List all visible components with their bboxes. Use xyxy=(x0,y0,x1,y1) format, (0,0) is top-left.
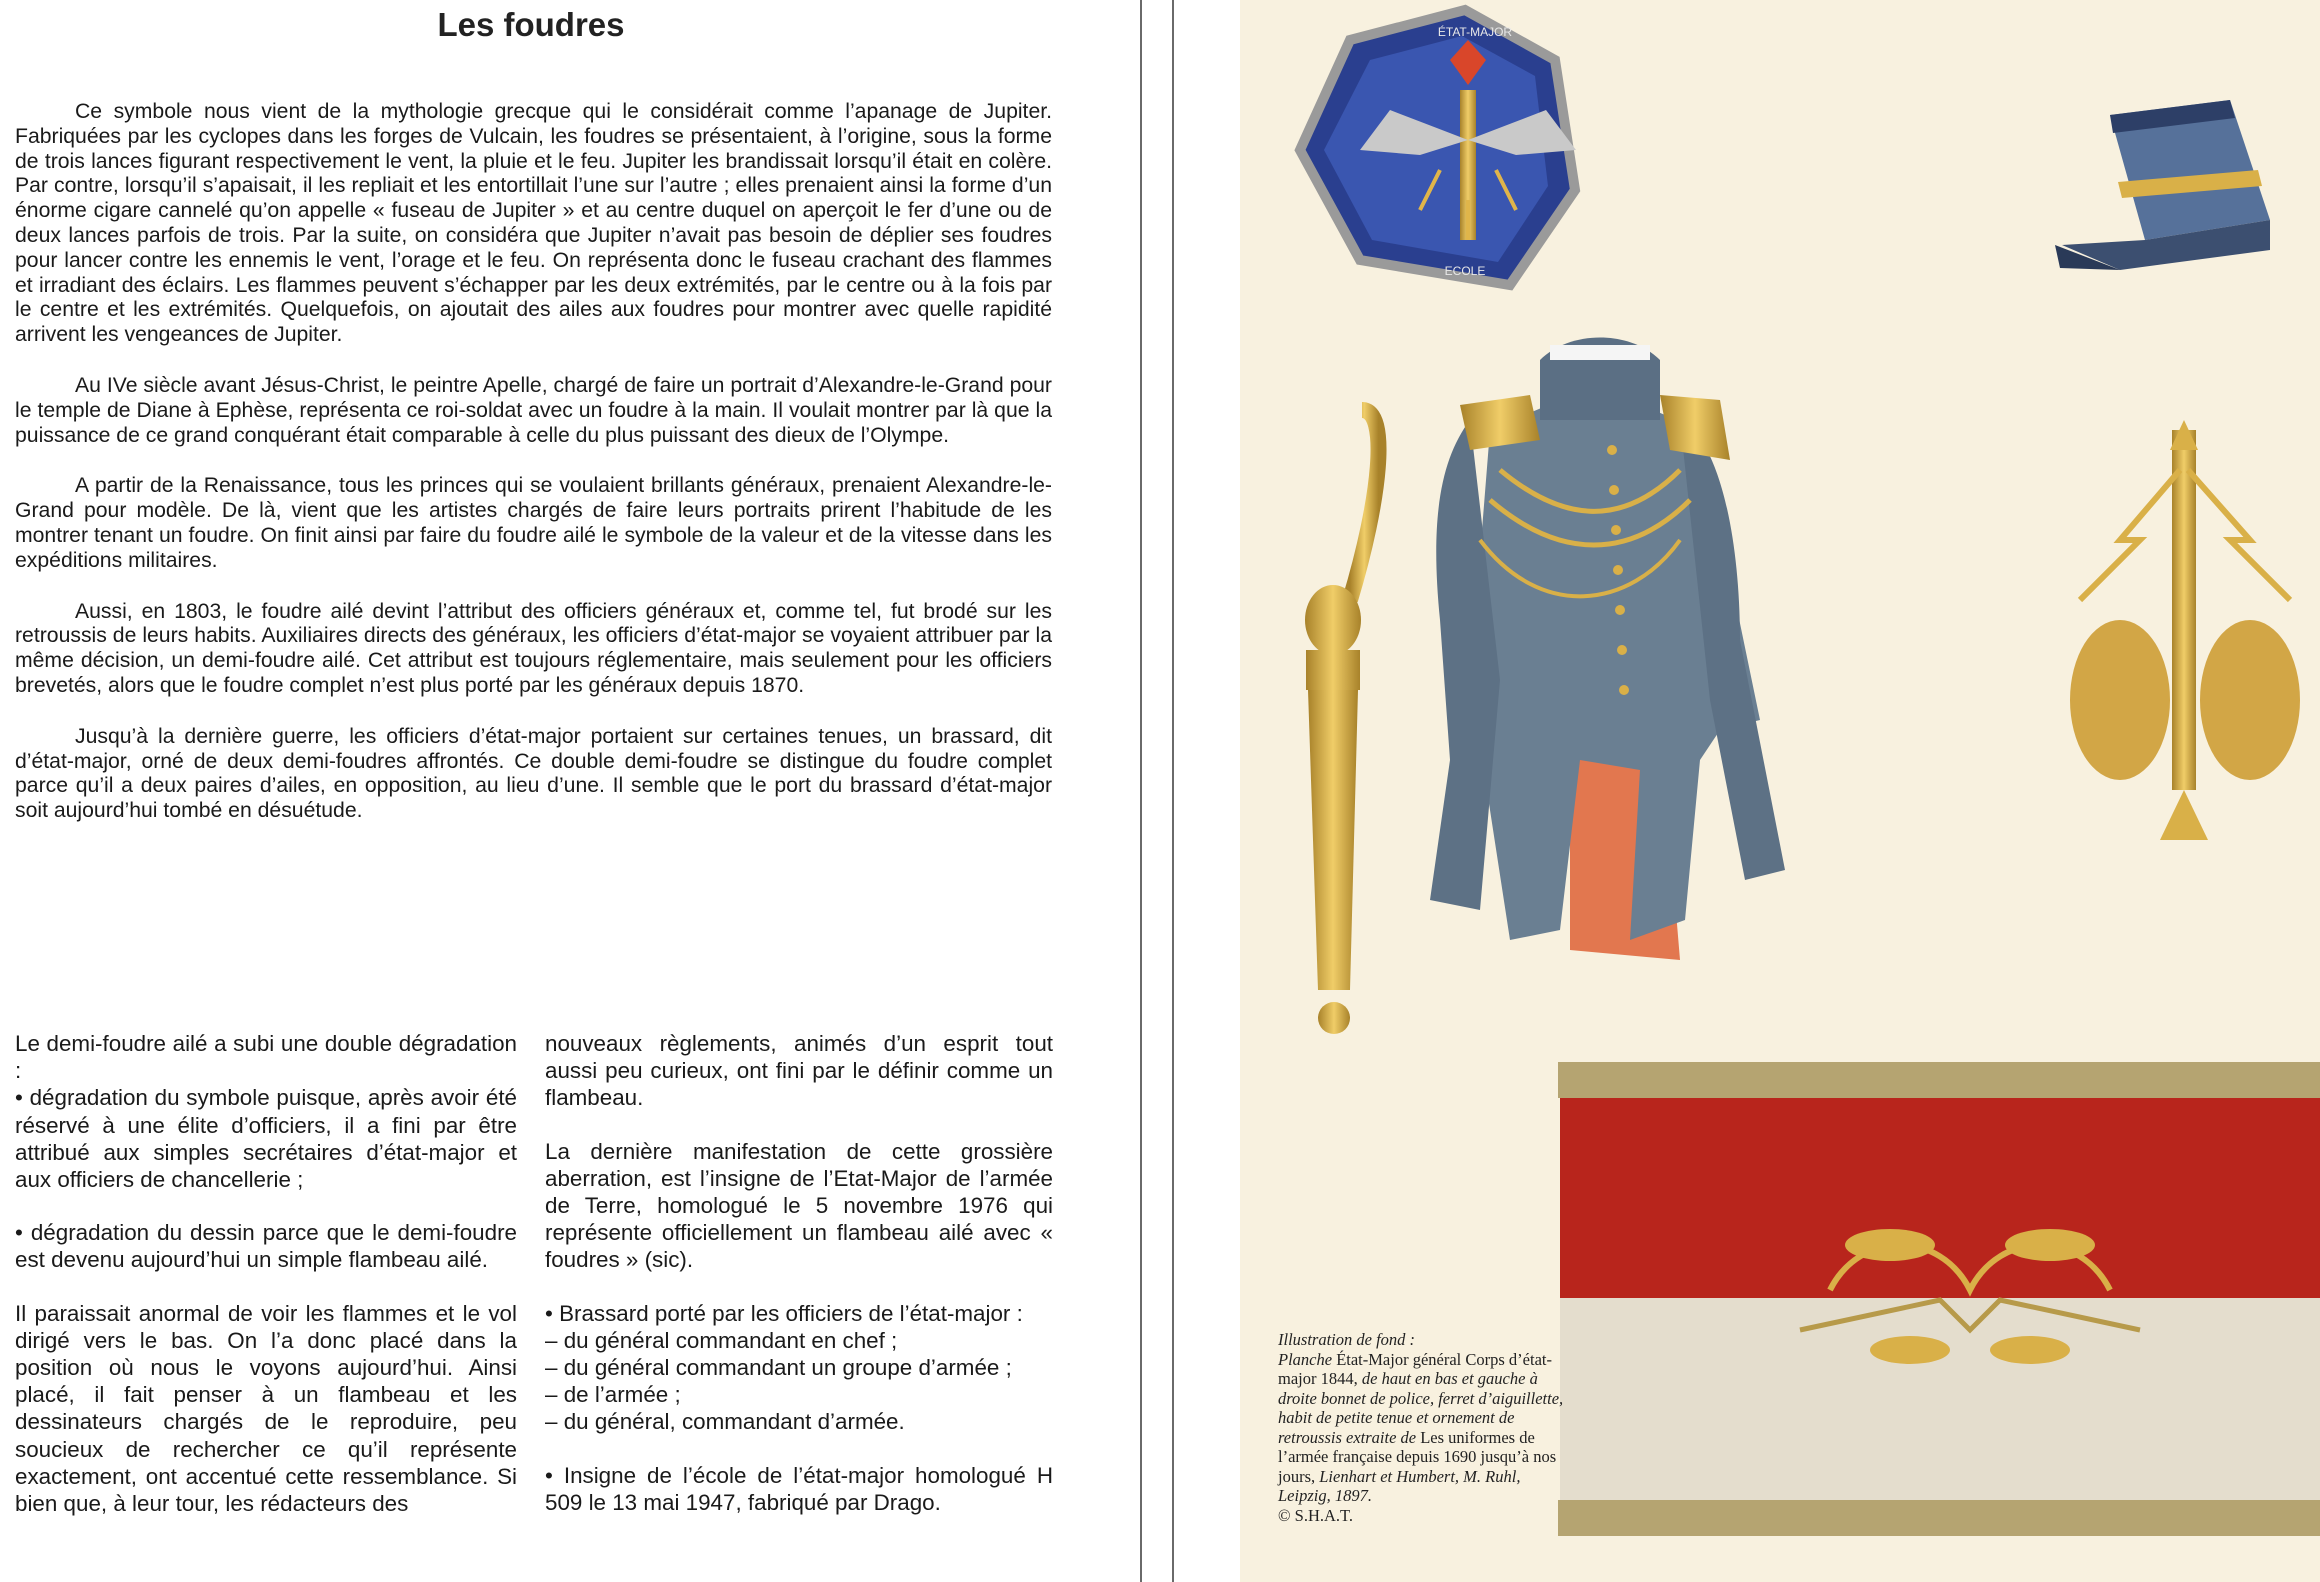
bullet-item xyxy=(15,1084,517,1193)
dash-list xyxy=(545,1327,1053,1436)
badge-text: ÉTAT-MAJOR xyxy=(1437,25,1513,39)
right-page-illustration xyxy=(1240,0,2320,1582)
credit-text: de haut en bas et gauche à droite bonnet de police, ferret d’aiguillette, habit de petite tenue et ornement de retroussis extraite de xyxy=(1278,1369,1564,1447)
paragraph: Ce symbole nous vient de la mythologie grecque qui le considérait comme l’apanage de Jupiter. Fabriquées par les cyclopes dans les forges de Vulcain, les foudres se présentaient, à l’origine, sous la forme de trois lances figurant respectivement le vent, la pluie et le feu. Jupiter les brandissait lorsqu’il était en colère. Par contre, lorsqu’il s’apaisait, il les repliait et les entortillait l’une sur l’autre ; elles prenaient ainsi la forme d’un énorme cigare cannelé qu’on appelle « fuseau de Jupiter » et au centre duquel on aperçoit le fer d’une ou de deux lances parfois de trois. Par la suite, on considéra que Jupiter n’avait pas besoin de déplier ses foudres pour lancer contre les ennemis le vent, l’orage et le feu. On représenta donc le fuseau crachant des flammes et irradiant des éclairs. Les flammes peuvent s’échapper par les deux extrémités, par le centre ou à la fois par le centre et les extrémités. Quelquefois, on ajoutait des ailes aux foudres pour montrer avec quelle rapidité arrivent les vengeances de Jupiter. xyxy=(15,100,1052,347)
paragraph: Au IVe siècle avant Jésus-Christ, le peintre Apelle, chargé de faire un portrait d’Alexandre-le-Grand pour le temple de Diane à Ephèse, représenta ce roi-soldat avec un foudre à la main. Il voulait montrer par là que la puissance de ce grand conquérant était comparable à celle du plus puissant des dieux de l’Olympe. xyxy=(15,373,1052,447)
credit-body xyxy=(1278,1350,1568,1506)
aiguillette-ferret-icon xyxy=(1305,410,1379,1034)
list-item: – du général commandant en chef ; xyxy=(545,1327,1053,1354)
credit-text: Planche xyxy=(1278,1349,1333,1369)
brassard-armband-icon xyxy=(1558,1062,2320,1536)
left-page xyxy=(0,0,1072,1582)
paragraph: nouveaux règlements, animés d’un esprit tout aussi peu curieux, ont fini par le définir comme un flambeau. xyxy=(545,1031,1053,1111)
list-item: – du général, commandant d’armée. xyxy=(545,1408,1053,1435)
page-border-line xyxy=(1140,0,1142,1582)
paragraph: Aussi, en 1803, le foudre ailé devint l’attribut des officiers généraux et, comme tel, fut brodé sur les retroussis de leurs habits. Auxiliaires directs des généraux, les officiers d’état-major se voyaient attribuer par la même décision, un demi-foudre ailé. Cet attribut est toujours réglementaire, mais seulement pour les officiers brevetés, alors que le foudre complet n’est plus porté par les généraux depuis 1870. xyxy=(15,599,1052,697)
column-left xyxy=(15,1030,517,1543)
bullet-item xyxy=(15,1219,517,1273)
bullet-item xyxy=(545,1462,1053,1516)
column-right xyxy=(545,1030,1053,1542)
bullet-text: Insigne de l’école de l’état-major homologué H 509 le 13 mai 1947, fabriqué par Drago. xyxy=(545,1462,1053,1515)
bullet-text: dégradation du symbole puisque, après avoir été réservé à une élite d’officiers, il a fini par être attribué aux simples secrétaires d’état-major et aux officiers de chancellerie ; xyxy=(15,1085,517,1193)
illustration-credit xyxy=(1278,1330,1568,1525)
gutter xyxy=(1072,0,1156,1582)
winged-thunderbolt-icon xyxy=(2070,420,2300,840)
school-badge-icon xyxy=(1300,10,1576,285)
credit-text: Lienhart et Humbert, M. Ruhl, Leipzig, 1897. xyxy=(1278,1466,1521,1505)
credit-heading: Illustration de fond : xyxy=(1278,1330,1416,1349)
page-title: Les foudres xyxy=(437,6,625,43)
paragraph: Jusqu’à la dernière guerre, les officiers d’état-major portaient sur certaines tenues, un brassard, dit d’état-major, orné de deux demi-foudres affrontés. Ce double demi-foudre se distingue du foudre complet parce qu’il a deux paires d’ailes, en opposition, au lieu d’une. Il semble que le port du brassard d’état-major soit aujourd’hui tombé en désuétude. xyxy=(15,724,1052,823)
kepi-cap-icon xyxy=(2055,100,2270,270)
paragraph: Il paraissait anormal de voir les flammes et le vol dirigé vers le bas. On l’a donc placé dans la position où nous le voyons aujourd’hui. Ainsi placé, il fait penser à un flambeau et les dessinateurs chargés de le reproduire, peu soucieux de rechercher ce qu’il représente exactement, ont accentué cette ressemblance. Si bien que, à leur tour, les rédacteurs des xyxy=(15,1300,517,1517)
bullet-text: Brassard porté par les officiers de l’état-major : xyxy=(559,1300,1023,1326)
intro-text xyxy=(15,100,1052,850)
copyright-text: © S.H.A.T. xyxy=(1278,1505,1354,1525)
list-item: – du général commandant un groupe d’armée ; xyxy=(545,1354,1053,1381)
credit-text: État-Major général Corps d’état-major 1844, xyxy=(1278,1349,1552,1388)
uniform-coat-icon xyxy=(1430,338,1785,961)
page-border-line xyxy=(1172,0,1174,1582)
credit-text: Les uniformes de l’armée française depuis 1690 jusqu’à nos jours, xyxy=(1278,1427,1557,1486)
paragraph: Le demi-foudre ailé a subi une double dégradation : xyxy=(15,1031,517,1084)
bullet-item xyxy=(545,1300,1053,1327)
bullet-text: dégradation du dessin parce que le demi-foudre est devenu aujourd’hui un simple flambeau ailé. xyxy=(15,1220,517,1273)
list-item: – de l’armée ; xyxy=(545,1381,1053,1408)
paragraph: A partir de la Renaissance, tous les princes qui se voulaient brillants généraux, prenaient Alexandre-le-Grand pour modèle. De là, vient que les artistes chargés de faire leurs portraits prirent l’habitude de les montrer tenant un foudre. On finit ainsi par faire du foudre ailé le symbole de la valeur et de la vitesse dans les expéditions militaires. xyxy=(15,474,1052,572)
paragraph: La dernière manifestation de cette grossière aberration, est l’insigne de l’Etat-Major de l’armée de Terre, homologué le 5 novembre 1976 qui représente officiellement un flambeau ailé avec « foudres » (sic). xyxy=(545,1138,1053,1273)
badge-text: ECOLE xyxy=(1444,264,1486,278)
